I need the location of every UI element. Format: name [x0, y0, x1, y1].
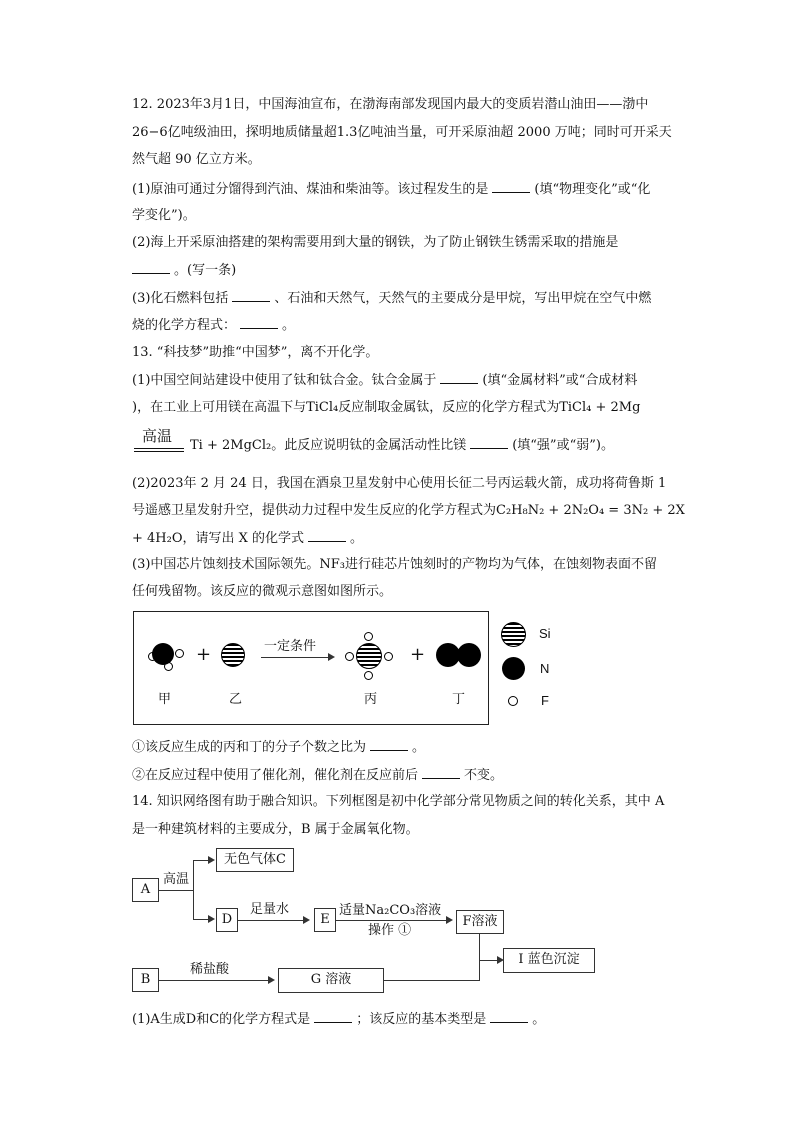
f-atom — [384, 652, 393, 661]
plus-sign: + — [410, 644, 426, 665]
q12-p3-text2: 、石油和天然气，天然气的主要成分是甲烷，写出甲烷在空气中燃 — [274, 291, 652, 306]
n-atom — [152, 643, 174, 665]
line-branch — [193, 860, 194, 920]
reaction-diagram — [133, 611, 489, 725]
legend-n-label: N — [540, 661, 550, 676]
q12-p3-blank1[interactable] — [232, 289, 270, 302]
q14-p1-blank2[interactable] — [490, 1010, 528, 1023]
q12-line2: 26−6亿吨级油田，探明地质储量超1.3亿吨油当量，可开采原油超 2000 万吨；同时可开采天 — [132, 125, 672, 140]
label-dilute-hcl: 稀盐酸 — [190, 962, 230, 977]
line-to-c — [193, 860, 209, 861]
q12-p2-blank[interactable] — [132, 261, 170, 274]
line-d-e — [238, 920, 304, 921]
arrowhead-g — [268, 976, 275, 984]
flow-box-i: I 蓝色沉淀 — [503, 948, 595, 973]
label-water: 足量水 — [250, 902, 290, 917]
si-atom — [356, 643, 382, 669]
q14-part1 — [132, 1010, 545, 1029]
reaction-equals-line-top — [134, 448, 184, 449]
q14-p1-tail: 。 — [532, 1012, 546, 1027]
line-to-d — [193, 919, 209, 920]
line-to-i — [479, 960, 498, 961]
q12-p2-tail: 。(写一条) — [174, 263, 237, 278]
reaction-condition: 一定条件 — [264, 639, 317, 654]
plus-sign: + — [196, 644, 212, 665]
arrowhead-c — [208, 856, 215, 864]
label-ding: 丁 — [452, 692, 466, 707]
q13-part2-cont2 — [132, 529, 363, 548]
q13-p1-hint2: (填“强”或“弱”)。 — [512, 438, 614, 453]
si-atom — [221, 643, 245, 667]
arrowhead-d — [208, 915, 215, 923]
n-atom — [457, 643, 481, 667]
q13-s2-blank[interactable] — [422, 766, 460, 779]
q13-p1-blank1[interactable] — [440, 371, 478, 384]
flow-box-d: D — [216, 908, 238, 932]
line-e-f — [336, 920, 447, 921]
flow-box-a: A — [132, 878, 159, 902]
q13-s1-text: ①该反应生成的丙和丁的分子个数之比为 — [132, 740, 367, 755]
label-operation: 操作 ① — [368, 923, 412, 938]
q12-line3: 然气超 90 亿立方米。 — [132, 152, 261, 167]
flow-box-f: F溶液 — [456, 910, 504, 934]
label-jia: 甲 — [158, 692, 172, 707]
arrowhead-f — [446, 916, 453, 924]
q12-part2: (2)海上开采原油搭建的架构需要用到大量的钢铁，为了防止钢铁生锈需采取的措施是 — [132, 235, 619, 250]
q13-s1-blank[interactable] — [370, 738, 408, 751]
q12-p1-blank[interactable] — [492, 180, 530, 193]
q12-p3-text: (3)化石燃料包括 — [132, 291, 229, 306]
q13-p1-text: (1)中国空间站建设中使用了钛和钛合金。钛合金属于 — [132, 373, 437, 388]
flow-box-e: E — [314, 908, 336, 932]
legend-f-label: F — [541, 693, 549, 708]
q13-part2-cont: 号遥感卫星发射升空，提供动力过程中发生反应的化学方程式为C₂H₈N₂ + 2N₂O₄ = 3N₂ + 2X — [132, 503, 685, 518]
label-high-temp: 高温 — [163, 872, 190, 887]
q14-p1-text2: ；该反应的基本类型是 — [356, 1012, 487, 1027]
line-f-down — [479, 934, 480, 981]
q12-p3-tail: 。 — [282, 318, 296, 333]
q12-p3-blank2[interactable] — [240, 316, 278, 329]
q12-part3-cont — [132, 316, 295, 335]
q13-p2-text: + 4H₂O，请写出 X 的化学式 — [132, 531, 305, 546]
label-yi: 乙 — [229, 692, 243, 707]
legend-si-label: Si — [539, 626, 551, 641]
q12-p3-text3: 烧的化学方程式： — [132, 318, 237, 333]
q13-p1-eq: Ti + 2MgCl₂。此反应说明钛的金属活动性比镁 — [190, 438, 467, 453]
flow-box-g: G 溶液 — [278, 968, 384, 993]
q12-p1-hint: (填“物理变化”或“化 — [534, 182, 651, 197]
q13-s2-tail: 不变。 — [464, 768, 504, 783]
q13-p1-hint: (填“金属材料”或“合成材料 — [482, 373, 638, 388]
q13-part3: (3)中国芯片蚀刻技术国际领先。NF₃进行硅芯片蚀刻时的产物均为气体，在蚀刻物表面不留 — [132, 557, 658, 572]
q13-part2: (2)2023年 2 月 24 日，我国在酒泉卫星发射中心使用长征二号丙运载火箭，成功将荷鲁斯 1 — [132, 476, 667, 491]
q13-part1-cont2 — [190, 436, 614, 455]
q13-p1-blank2[interactable] — [470, 436, 508, 449]
reaction-equals-line-bottom — [134, 451, 184, 452]
flow-box-c: 无色气体C — [216, 848, 294, 872]
q13-p2-blank[interactable] — [308, 529, 346, 542]
q13-part3-cont: 任何残留物。该反应的微观示意图如图所示。 — [132, 584, 393, 599]
q14-line2: 是一种建筑材料的主要成分，B 属于金属氧化物。 — [132, 822, 419, 837]
legend-f-atom — [508, 696, 518, 706]
f-atom — [364, 632, 373, 641]
q13-p2-tail: 。 — [350, 531, 364, 546]
q13-s2-text: ②在反应过程中使用了催化剂，催化剂在反应前后 — [132, 768, 419, 783]
flow-box-b: B — [132, 968, 159, 992]
line-b-g — [159, 980, 269, 981]
q13-sub1 — [132, 738, 425, 757]
q13-part1-cont: )，在工业上可用镁在高温下与TiCl₄反应制取金属钛，反应的化学方程式为TiCl₄ + 2Mg — [132, 400, 641, 415]
label-bing: 丙 — [364, 692, 378, 707]
reaction-condition-high-temp: 高温 — [142, 427, 173, 445]
q13-s1-tail: 。 — [412, 740, 426, 755]
q12-part1 — [132, 180, 650, 199]
q12-part3 — [132, 289, 651, 308]
f-atom — [345, 652, 354, 661]
legend-si-atom — [501, 622, 526, 647]
arrowhead-e — [303, 916, 310, 924]
line-a-out — [159, 890, 194, 891]
f-atom — [175, 649, 184, 658]
q12-p1-text: (1)原油可通过分馏得到汽油、煤油和柴油等。该过程发生的是 — [132, 182, 489, 197]
q13-part1 — [132, 371, 637, 390]
q14-p1-blank1[interactable] — [314, 1010, 352, 1023]
q14-line1: 14. 知识网络图有助于融合知识。下列框图是初中化学部分常见物质之间的转化关系，其中 A — [132, 794, 665, 809]
reaction-arrow-line — [261, 657, 329, 658]
legend-n-atom — [502, 657, 525, 680]
f-atom — [364, 671, 373, 680]
q13-line1: 13. “科技梦”助推“中国梦”，离不开化学。 — [132, 345, 379, 360]
reaction-arrowhead — [328, 653, 335, 661]
label-na2co3: 适量Na₂CO₃溶液 — [339, 903, 442, 918]
q12-part1-cont: 学变化”)。 — [132, 208, 196, 223]
q13-sub2 — [132, 766, 503, 785]
q12-line1: 12. 2023年3月1日，中国海油宣布，在渤海南部发现国内最大的变质岩潜山油田——渤中 — [132, 97, 649, 112]
q14-p1-text: (1)A生成D和C的化学方程式是 — [132, 1012, 311, 1027]
line-g-join — [384, 980, 480, 981]
q12-part2-cont — [132, 261, 236, 280]
